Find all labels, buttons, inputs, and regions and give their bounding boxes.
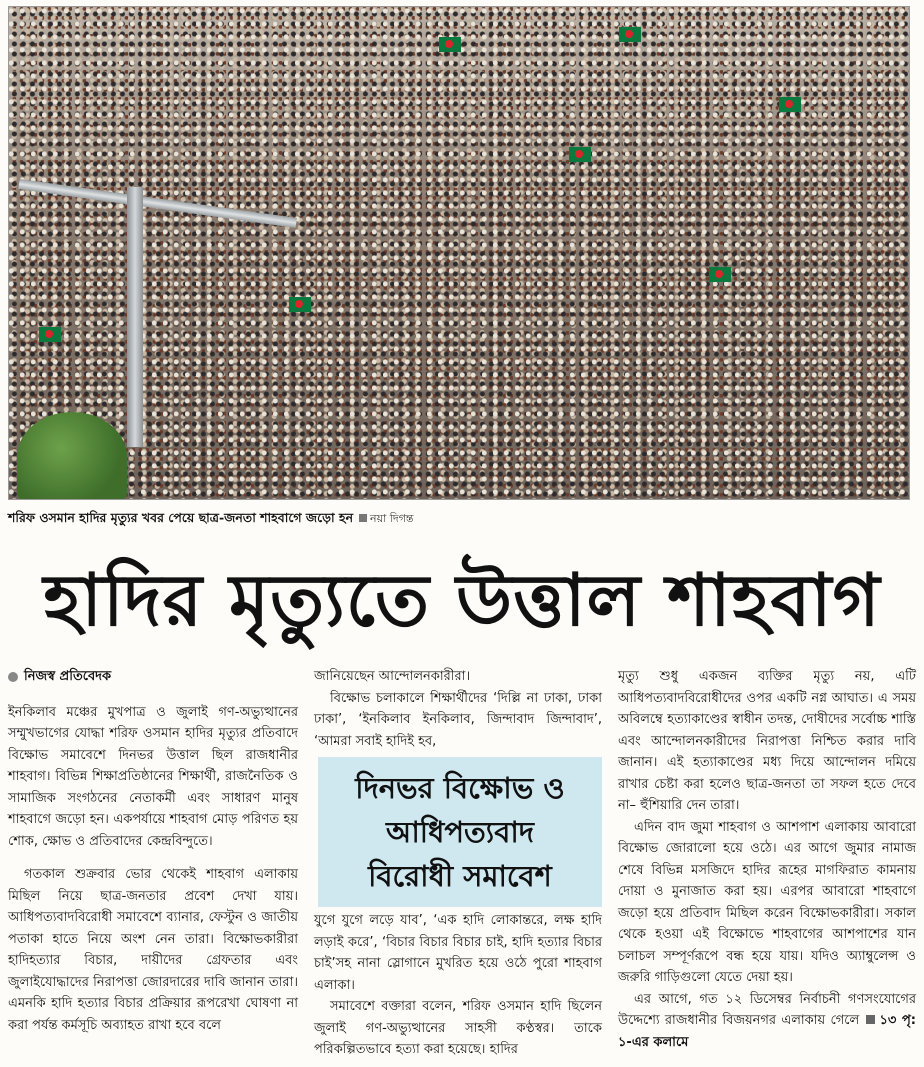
flag-icon xyxy=(779,97,801,112)
flag-icon xyxy=(439,37,461,52)
square-icon xyxy=(359,514,367,522)
highlight-box xyxy=(318,757,602,907)
paragraph: গতকাল শুক্রবার ভোর থেকেই শাহবাগ এলাকায় মিছিল নিয়ে ছাত্র-জনতার প্রবেশ দেখা যায়। আধিপত্যবাদবিরোধী সমাবেশে ব্যানার, ফেস্টুন ও জাতীয় পতাকা হাতে নিয়ে অংশ নেন তারা। বিক্ষোভকারীরা হাদিহত্যার বিচার, দায়ীদের গ্রেফতার এবং জুলাইযোদ্ধাদের নিরাপত্তা জোরদারের দাবি জানান তারা। এমনকি হাদি হত্যার বিচার প্রক্রিয়ার রূপরেখা ঘোষণা না করা পর্যন্ত কর্মসূচি অব্যাহত রাখা হবে বলে xyxy=(8,867,298,1033)
highlight-line: দিনভর বিক্ষোভ ও xyxy=(355,771,565,805)
flag-icon xyxy=(709,267,731,282)
paragraph xyxy=(618,989,916,1054)
column-3 xyxy=(618,666,916,1053)
paragraph: এদিন বাদ জুমা শাহবাগ ও আশপাশ এলাকায় আবারো বিক্ষোভ জোরালো হয়ে ওঠে। এর আগে জুমার নামাজ শেষে বিভিন্ন মসজিদে হাদির রূহের মাগফিরাত কামনায় দোয়া ও মুনাজাত করা হয়। এরপর আবারো শাহবাগে জড়ো হয়ে প্রতিবাদ মিছিল করেন বিক্ষোভকারীরা। সকাল থেকে হওয়া এই বিক্ষোভে শাহবাগের আশপাশের যান চলাচল সম্পূর্ণরূপে বন্ধ হয়ে যায়। যদিও অ্যাম্বুলেন্স ও জরুরি গাড়িগুলো যেতে দেয়া হয়। xyxy=(618,819,916,985)
bullet-icon xyxy=(8,672,18,682)
byline xyxy=(8,666,298,688)
flag-icon xyxy=(619,27,641,42)
paragraph: সমাবেশে বক্তারা বলেন, শরিফ ওসমান হাদি ছিলেন জুলাই গণ-অভ্যুত্থানের সাহসী কণ্ঠস্বর। তাকে পরিকল্পিতভাবে হত্যা করা হয়েছে। হাদির xyxy=(314,999,602,1057)
column-1 xyxy=(8,666,298,1036)
flag-icon xyxy=(39,327,61,342)
paragraph: জানিয়েছেন আন্দোলনকারীরা। xyxy=(314,669,471,684)
paragraph: মৃত্যু শুধু একজন ব্যক্তির মৃত্যু নয়, এটি আধিপত্যবাদবিরোধীদের ওপর একটি নগ্ন আঘাত। এ সময় অবিলম্বে হত্যাকাণ্ডের স্বাধীন তদন্ত, দোষীদের সর্বোচ্চ শাস্তি এবং আন্দোলনকারীদের নিরাপত্তা নিশ্চিত করার দাবি জানান। এই হত্যাকাণ্ডের মধ্য দিয়ে আন্দোলন দমিয়ে রাখার চেষ্টা করা হলেও ছাত্র-জনতা তা সফল হতে দেবে না– হুঁশিয়ারি দেন তারা। xyxy=(618,669,916,813)
paragraph-text: এর আগে, গত ১২ ডিসেম্বর নির্বাচনী গণসংযোগের উদ্দেশ্যে রাজধানীর বিজয়নগর এলাকায় গেলে xyxy=(618,991,916,1028)
caption-text: শরিফ ওসমান হাদির মৃত্যুর খবর পেয়ে ছাত্র-জনতা শাহবাগে জড়ো হন xyxy=(8,510,354,525)
paragraph: যুগে যুগে লড়ে যাব’, ‘এক হাদি লোকান্তরে, লক্ষ হাদি লড়াই করে’, ‘বিচার বিচার বিচার চাই, হাদি হত্যার বিচার চাই’সহ নানা স্লোগানে মুখরিত হয়ে ওঠে পুরো শাহবাগ এলাকা। xyxy=(314,913,602,993)
highlight-line: আধিপত্যবাদ xyxy=(385,815,535,849)
rally-photo xyxy=(8,6,910,500)
jump-text: ১৩ পৃ: ১-এর কলামে xyxy=(618,1013,916,1050)
street-lamp-pole xyxy=(127,187,143,447)
byline-text: নিজস্ব প্রতিবেদক xyxy=(24,669,112,684)
flag-icon xyxy=(569,147,591,162)
flag-icon xyxy=(289,297,311,312)
highlight-line: বিরোধী সমাবেশ xyxy=(368,859,552,893)
square-icon xyxy=(866,1015,875,1024)
paragraph: বিক্ষোভ চলাকালে শিক্ষার্থীদের ‘দিল্লি না ঢাকা, ঢাকা ঢাকা’, ‘ইনকিলাব ইনকিলাব, জিন্দাবাদ জিন্দাবাদ’, ‘আমরা সবাই হাদিই হব, xyxy=(314,690,602,749)
photo-caption xyxy=(8,510,414,530)
paragraph: ইনকিলাব মঞ্চের মুখপাত্র ও জুলাই গণ-অভ্যুত্থানের সম্মুখভাগের যোদ্ধা শরিফ ওসমান হাদির মৃত্যুর প্রতিবাদে বিক্ষোভ সমাবেশে দিনভর উত্তাল ছিল রাজধানীর শাহবাগ। বিভিন্ন শিক্ষাপ্রতিষ্ঠানের শিক্ষার্থী, রাজনৈতিক ও সামাজিক সংগঠনের নেতাকর্মী এবং সাধারণ মানুষ শাহবাগে জড়ো হন। একপর্যায়ে শাহবাগ মোড় পরিণত হয় শোক, ক্ষোভ ও প্রতিবাদের কেন্দ্রবিন্দুতে। xyxy=(8,704,298,849)
tree xyxy=(17,412,127,500)
street-lamp-arm xyxy=(18,179,297,228)
photo-credit: নয়া দিগন্ত xyxy=(370,512,414,525)
headline: হাদির মৃত্যুতে উত্তাল শাহবাগ xyxy=(43,557,881,642)
